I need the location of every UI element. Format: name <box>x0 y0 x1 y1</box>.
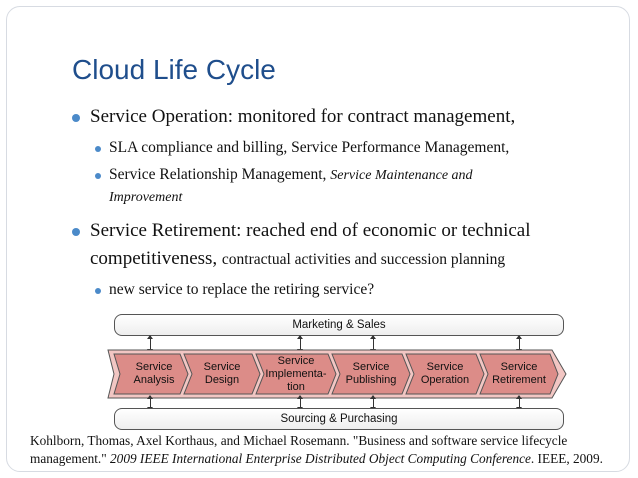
phase-publishing-label: Service Publishing <box>345 361 397 386</box>
marketing-sales-bar: Marketing & Sales <box>114 314 564 336</box>
citation-publisher: . IEEE, 2009. <box>530 451 603 466</box>
citation-authors: Kohlborn, Thomas, Axel Korthaus, and Michael Rosemann. "Business and software service lifecycle management." <box>30 433 568 466</box>
phase-design-label: Service Design <box>203 361 241 386</box>
bullet-text: Service Operation: monitored for contract management, <box>90 106 516 127</box>
bullet-service-retirement <box>90 220 531 242</box>
bullet-sla <box>109 139 509 157</box>
bullet-small-text: contractual activities and succession planning <box>221 251 506 268</box>
bullet-text: new service to replace the retiring service? <box>109 281 375 298</box>
bullet-text: SLA compliance and billing, Service Performance Management, <box>109 139 510 156</box>
bullet-dot-icon <box>95 173 101 179</box>
phase-retirement-label: Service Retirement <box>492 361 546 386</box>
sourcing-purchasing-bar: Sourcing & Purchasing <box>114 408 564 430</box>
bullet-text: competitiveness, <box>90 248 222 269</box>
phase-analysis-label: Service Analysis <box>133 361 175 386</box>
bullet-dot-icon <box>72 114 80 122</box>
bullet-relationship-continued: Improvement <box>109 190 183 205</box>
bullet-service-retirement-continued <box>90 248 505 270</box>
bullet-text: Service Relationship Management, <box>109 166 331 183</box>
bullet-relationship <box>109 166 473 184</box>
bullet-text: Service Retirement: reached end of economic or technical <box>90 220 531 241</box>
citation <box>30 432 620 468</box>
bullet-dot-icon <box>95 288 101 294</box>
phase-implementation-label: Service Implementa- tion <box>265 354 327 393</box>
lifecycle-diagram <box>106 310 570 434</box>
bullet-dot-icon <box>72 228 80 236</box>
bullet-new-service <box>109 281 374 299</box>
bullet-service-operation <box>90 106 515 128</box>
bullet-dot-icon <box>95 146 101 152</box>
phase-operation-label: Service Operation <box>420 361 470 386</box>
slide-title: Cloud Life Cycle <box>72 54 276 85</box>
citation-venue: 2009 IEEE International Enterprise Distributed Object Computing Conference <box>110 451 531 466</box>
bullet-italic-text: Service Maintenance and <box>330 168 473 183</box>
